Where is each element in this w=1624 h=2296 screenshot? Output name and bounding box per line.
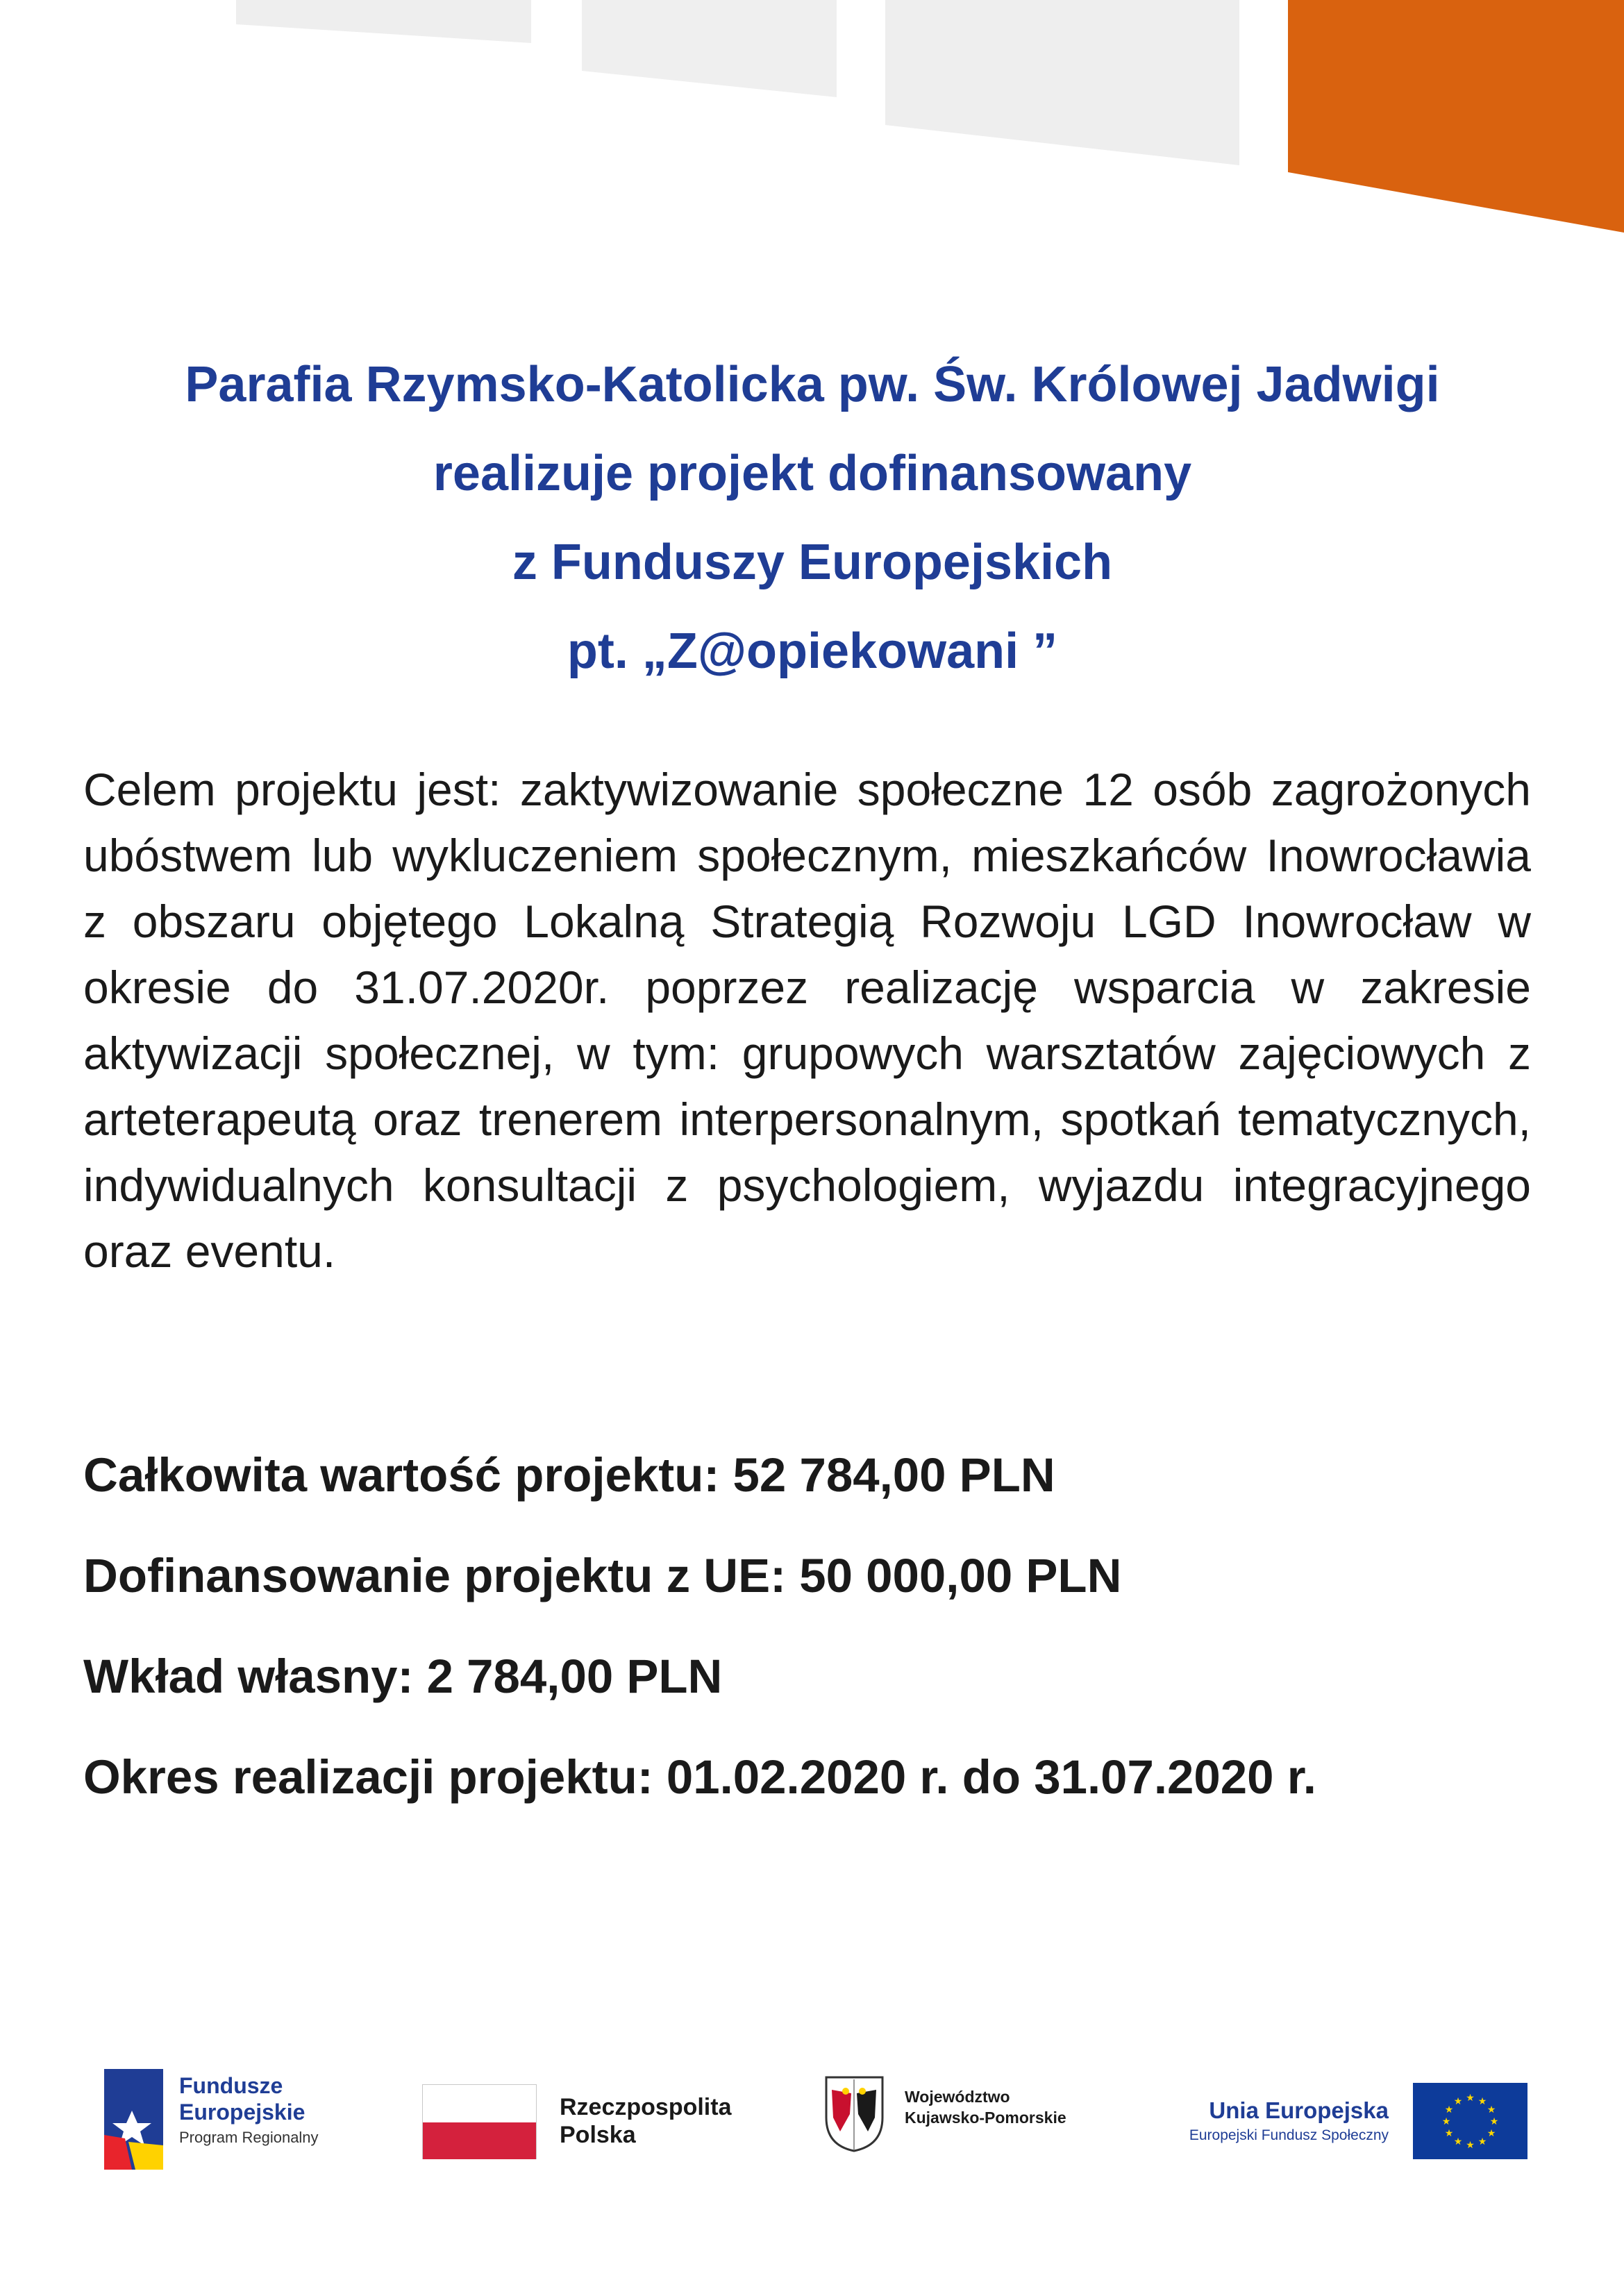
eu-funding: Dofinansowanie projektu z UE: 50 000,00 PLN xyxy=(83,1549,1122,1602)
svg-text:★: ★ xyxy=(1466,2140,1475,2151)
total-value: Całkowita wartość projektu: 52 784,00 PLN xyxy=(83,1448,1055,1502)
fundusze-text xyxy=(179,2072,319,2150)
implementation-period: Okres realizacji projektu: 01.02.2020 r. do 31.07.2020 r. xyxy=(83,1750,1316,1804)
svg-text:★: ★ xyxy=(1477,2136,1487,2147)
logo-strip xyxy=(0,2055,1624,2222)
headline-line-3: z Funduszy Europejskich xyxy=(512,535,1113,590)
headline xyxy=(83,340,1541,696)
kujawsko-pomorskie-coat-of-arms-icon xyxy=(825,2076,884,2152)
headline-line-1: Parafia Rzymsko-Katolicka pw. Św. Królowej Jadwigi xyxy=(185,357,1440,412)
deco-gray-panel-1 xyxy=(236,0,531,43)
fundusze-line-2: Europejskie xyxy=(179,2100,305,2125)
headline-line-4: pt. „Z@opiekowani ” xyxy=(567,623,1058,679)
deco-orange-panel xyxy=(1288,0,1624,233)
header-decoration xyxy=(0,0,1624,236)
svg-text:★: ★ xyxy=(1487,2104,1496,2115)
woj-text xyxy=(905,2086,1066,2128)
deco-gray-panel-2 xyxy=(582,0,837,97)
rp-line-2: Polska xyxy=(560,2122,636,2148)
fundusze-line-3: Program Regionalny xyxy=(179,2129,319,2146)
deco-gray-panel-3 xyxy=(885,0,1239,165)
svg-text:★: ★ xyxy=(1489,2116,1499,2127)
fundusze-line-1: Fundusze xyxy=(179,2073,283,2098)
svg-text:★: ★ xyxy=(1477,2096,1487,2107)
project-facts xyxy=(83,1444,1541,1847)
svg-text:★: ★ xyxy=(1444,2104,1454,2115)
ue-line-1: Unia Europejska xyxy=(1209,2097,1389,2123)
polish-flag-icon xyxy=(422,2084,537,2159)
eu-flag-icon xyxy=(1413,2083,1527,2159)
svg-text:★: ★ xyxy=(1453,2096,1463,2107)
svg-text:★: ★ xyxy=(1487,2128,1496,2139)
headline-line-2: realizuje projekt dofinansowany xyxy=(433,446,1192,501)
woj-line-2: Kujawsko-Pomorskie xyxy=(905,2109,1066,2127)
project-goal-paragraph: Celem projektu jest: zaktywizowanie społeczne 12 osób zagrożonych ubóstwem lub wykluczeniem społecznym, mieszkańców Inowrocławia z obszaru objętego Lokalną Strategią Rozwoju LGD Inowrocław w okresie do 31.07.2020r. poprzez realizację wsparcia w zakresie aktywizacji społecznej, w tym: grupowych warsztatów zajęciowych z arteterapeutą oraz trenerem interpersonalnym, spotkań tematycznych, indywidualnych konsultacji z psychologiem, wyjazdu integracyjnego oraz eventu. xyxy=(83,764,1531,1277)
svg-text:★: ★ xyxy=(1453,2136,1463,2147)
rp-text xyxy=(560,2093,731,2149)
woj-line-1: Województwo xyxy=(905,2088,1010,2106)
ue-line-2: Europejski Fundusz Społeczny xyxy=(1189,2127,1389,2143)
rp-line-1: Rzeczpospolita xyxy=(560,2094,732,2120)
own-contribution: Wkład własny: 2 784,00 PLN xyxy=(83,1650,723,1703)
fundusze-europejskie-logo-icon xyxy=(104,2069,163,2170)
svg-text:★: ★ xyxy=(1466,2093,1475,2104)
ue-text xyxy=(1146,2097,1389,2147)
svg-text:★: ★ xyxy=(1441,2116,1451,2127)
svg-text:★: ★ xyxy=(1444,2128,1454,2139)
